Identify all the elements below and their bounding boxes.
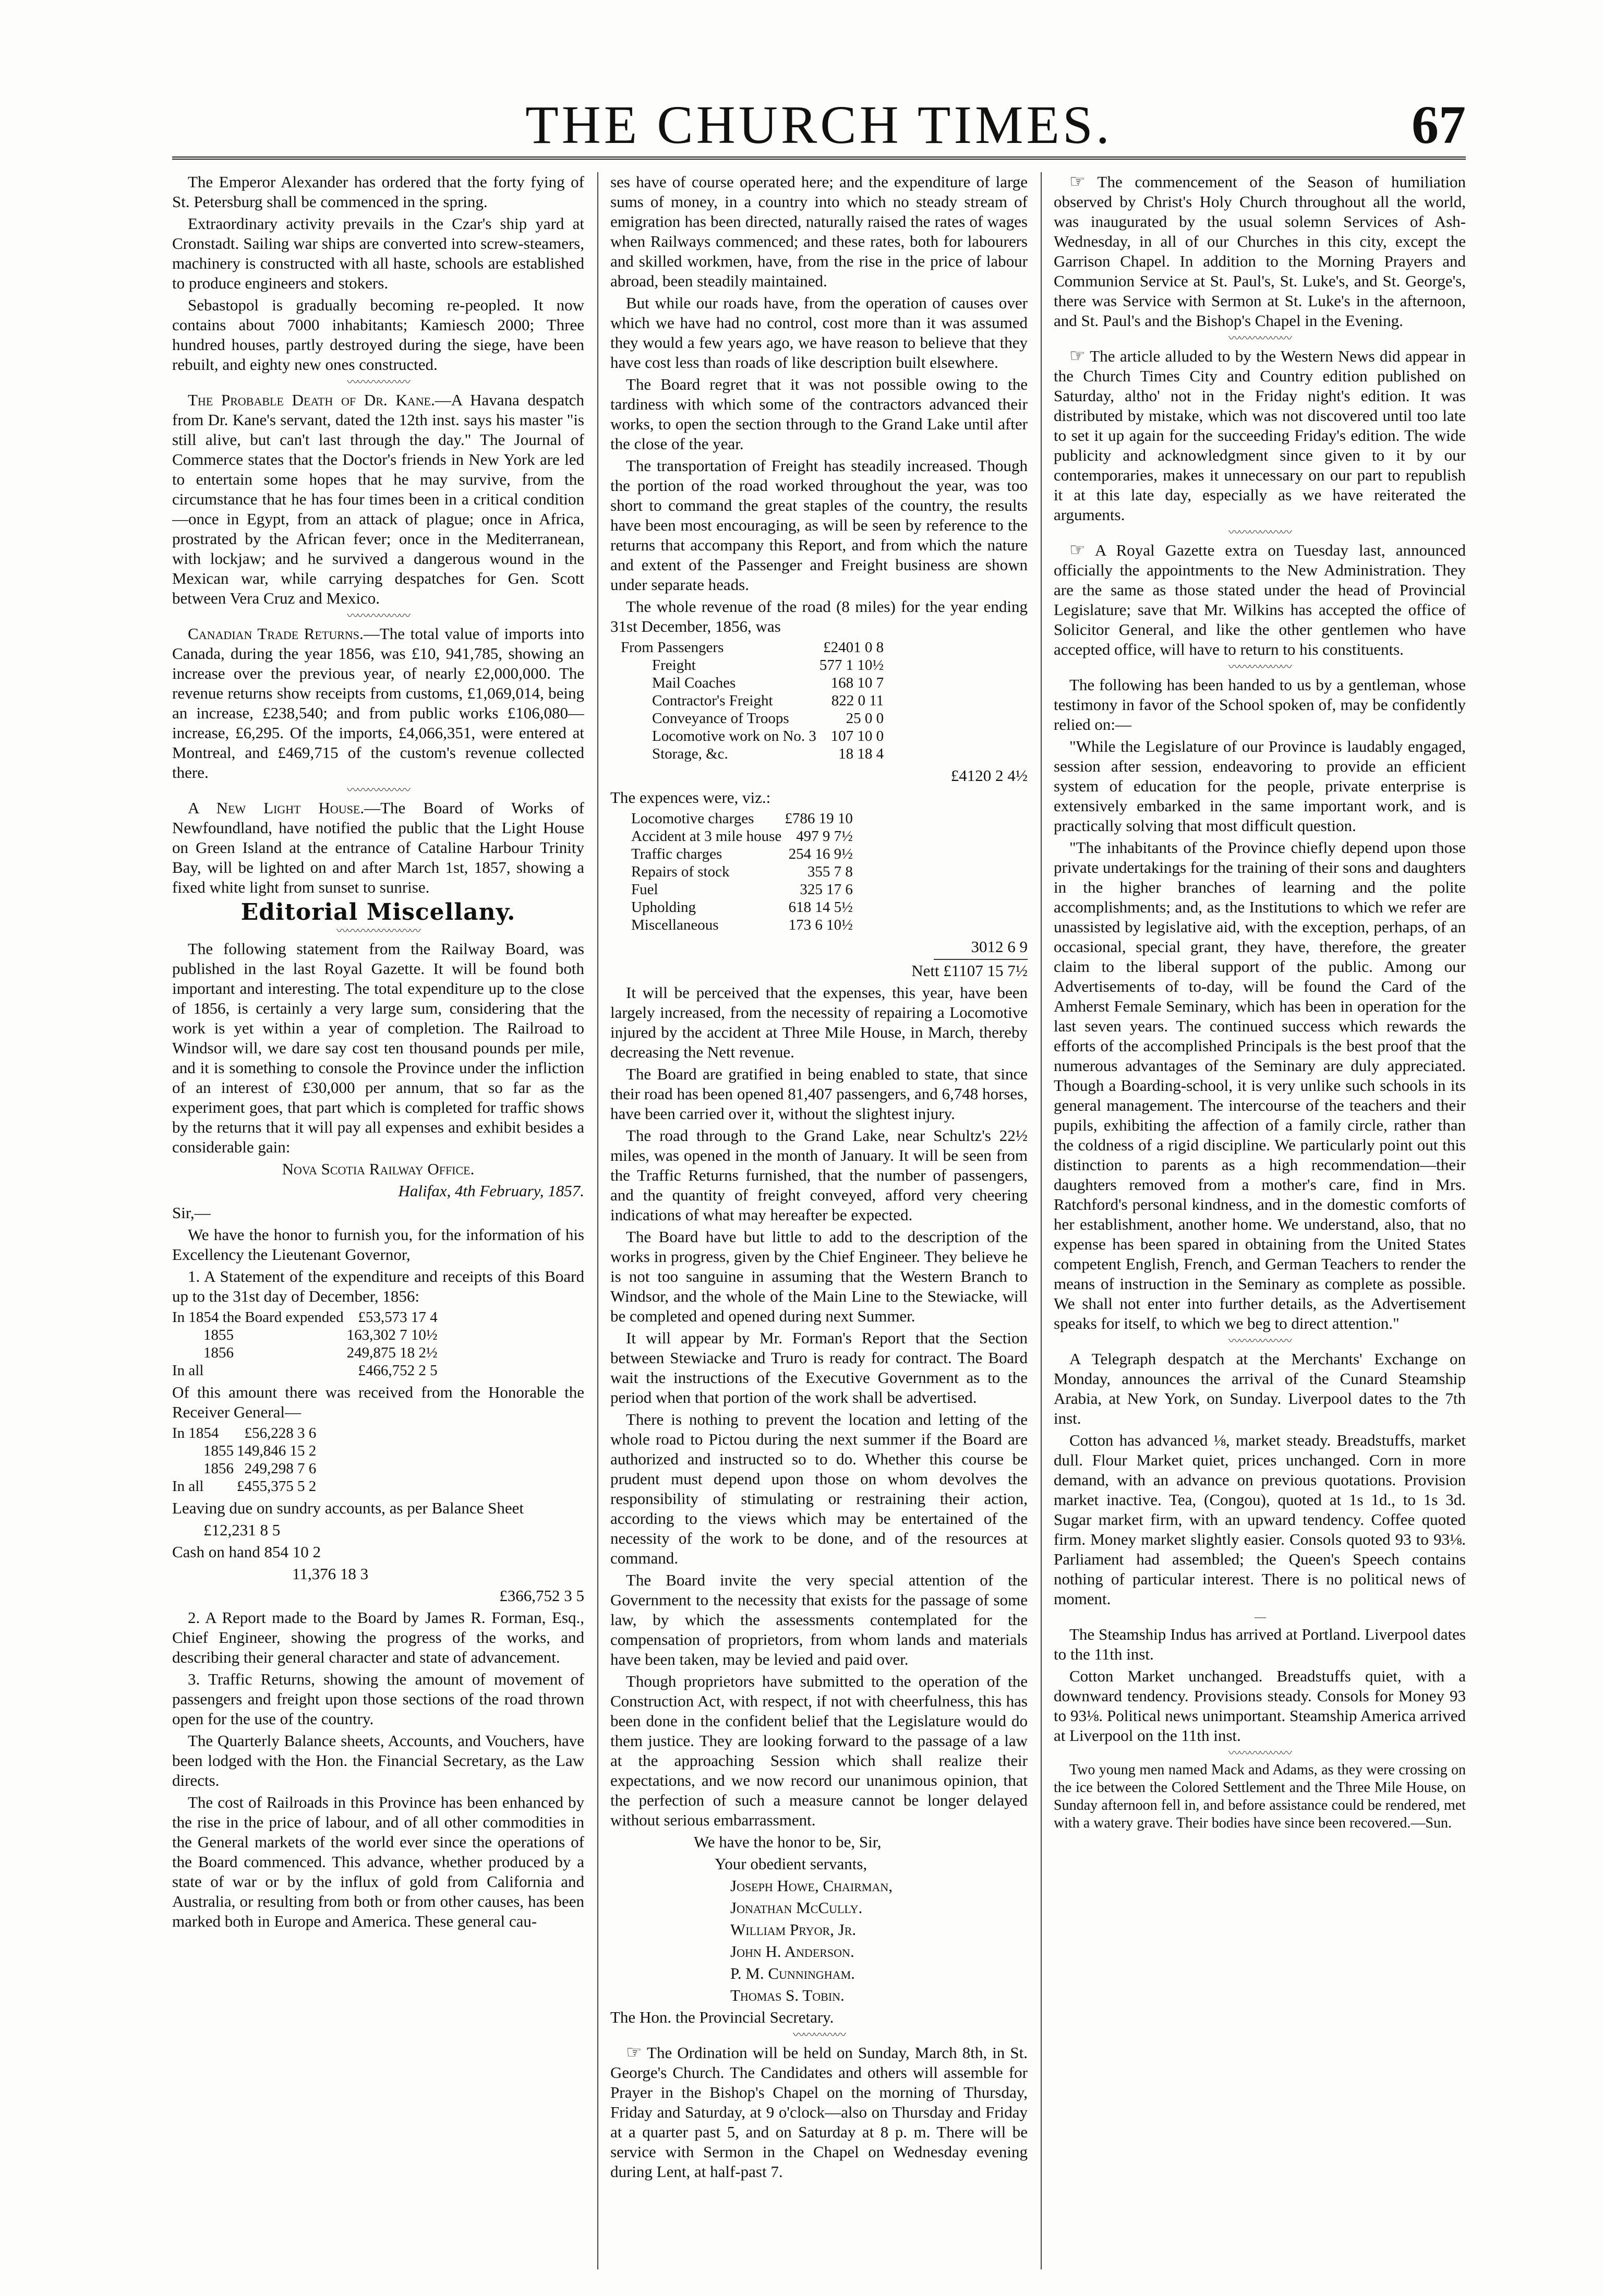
paragraph: It will appear by Mr. Forman's Report that the Section between Stewiacke and Truro is ready for contract. The Board wait the instructions of the Executive Government as to the period when that portion of the work shall be advertised. xyxy=(610,1329,1028,1407)
cash-total: 11,376 18 3 xyxy=(292,1565,369,1583)
row-amount: 249,875 18 2½ xyxy=(346,1344,438,1361)
row-label: Locomotive work on No. 3 xyxy=(652,728,816,744)
row-label: Locomotive charges xyxy=(631,810,754,827)
paragraph: The Emperor Alexander has ordered that the forty fying of St. Petersburg shall be commenced in the spring. xyxy=(172,173,584,211)
row-label: Miscellaneous xyxy=(631,917,719,933)
row-amount: £466,752 2 5 xyxy=(358,1362,438,1379)
row-amount: 149,846 15 2 xyxy=(237,1442,317,1459)
signatory: John H. Anderson. xyxy=(730,1942,854,1961)
row-label: In all xyxy=(172,1478,204,1495)
pointing-hand-icon: ☞ xyxy=(1069,540,1086,560)
row-amount: 18 18 4 xyxy=(838,746,884,762)
notice xyxy=(1054,540,1466,659)
paragraph: Of this amount there was received from the Honorable the Receiver General— xyxy=(172,1383,584,1421)
paragraph: ses have of course operated here; and the expenditure of large sums of money, in a country into which no steady stream of emigration has been directed, naturally raised the rates of wages when Railways commenced; and these rates, both for labourers and skilled workmen, have, from the rise in the price of labour abroad, been steadily maintained. xyxy=(610,173,1028,290)
table-row xyxy=(631,881,856,898)
divider-ornament: 〰〰〰〰〰〰 xyxy=(1228,526,1291,539)
row-label: 1856 xyxy=(203,1460,234,1477)
news-item xyxy=(172,798,584,897)
grand-total: £366,752 3 5 xyxy=(499,1586,584,1605)
paragraph: The Board invite the very special attention of the Government to the necessity that exists for the passage of some law, by which the assessments contemplated for the compensation of proprietors, from whom lands and materials have been taken, may be levied and paid over. xyxy=(610,1571,1028,1668)
row-label: In 1854 the Board expended xyxy=(172,1309,344,1326)
revenue-table xyxy=(621,639,887,763)
table-row xyxy=(631,863,856,881)
row-label: Repairs of stock xyxy=(631,863,730,880)
nett-total: Nett £1107 15 7½ xyxy=(911,961,1028,980)
row-amount: 254 16 9½ xyxy=(788,846,853,862)
table-row xyxy=(621,639,887,656)
column-divider xyxy=(597,172,598,2269)
divider-ornament: 〰〰〰〰〰 xyxy=(792,2028,845,2041)
item-heading: The Probable Death of Dr. Kane. xyxy=(188,391,435,409)
paragraph: Cotton has advanced ⅛, market steady. Breadstuffs, market dull. Flour Market quiet, prices unchanged. Corn in more demand, with an advance on previous quotations. Provision market inactive. Tea, (Congou), quoted at 1s 1d., to 1s 3d. Sugar market firm, with an upward tendency. Coffee quoted firm. Money market slightly easier. Consols quoted 93 to 93⅛. Parliament had assembled; the Queen's Speech contains nothing of particular interest. There is no political news of moment. xyxy=(1054,1431,1466,1608)
row-label: 1856 xyxy=(203,1344,234,1361)
letter-dateline: Halifax, 4th February, 1857. xyxy=(398,1182,584,1200)
row-label: Traffic charges xyxy=(631,846,722,862)
table-row xyxy=(621,710,887,727)
paragraph: 3. Traffic Returns, showing the amount of movement of passengers and freight upon those sections of the road thrown open for the use of the country. xyxy=(172,1670,584,1728)
masthead-rule xyxy=(172,157,1466,160)
divider-ornament: 〰〰〰〰〰〰 xyxy=(346,376,409,389)
cash-line: Cash on hand 854 10 2 xyxy=(172,1543,321,1561)
table-row xyxy=(631,827,856,845)
column-3 xyxy=(1054,172,1466,2269)
newspaper-title: THE CHURCH TIMES. xyxy=(525,95,1113,155)
row-label: From Passengers xyxy=(621,639,724,656)
paragraph: "While the Legislature of our Province is laudably engaged, session after session, endeavoring to provide an efficient system of education for the people, private enterprise is extensively embarked in the same important work, and is practically solving that most difficult question. xyxy=(1054,737,1466,835)
row-label: Accident at 3 mile house xyxy=(631,828,782,845)
expenses-table xyxy=(631,810,856,934)
paragraph: The following has been handed to us by a gentleman, whose testimony in favor of the School spoken of, may be confidently relied on:— xyxy=(1054,676,1466,734)
row-label: Freight xyxy=(652,657,696,674)
letter-closing: We have the honor to be, Sir, xyxy=(694,1833,882,1851)
item-body: —The Board of Works of Newfoundland, have notified the public that the Light House on Green Island at the entrance of Cataline Harbour Trinity Bay, will be lighted on and after March 1st, 1857, showing a fixed white light from sunset to sunrise. xyxy=(172,799,584,896)
paragraph: 2. A Report made to the Board by James R. Forman, Esq., Chief Engineer, showing the progress of the works, and describing their general character and state of advancement. xyxy=(172,1608,584,1666)
pointing-hand-icon: ☞ xyxy=(1069,346,1086,366)
row-label: 1855 xyxy=(203,1442,234,1459)
salutation: Sir,— xyxy=(172,1204,211,1222)
row-amount: 168 10 7 xyxy=(830,675,884,691)
item-body: —A Havana despatch from Dr. Kane's servant, dated the 12th inst. says his master "is still alive, but can't last through the day." The Journal of Commerce states that the Doctor's friends in New York are led to entertain some hopes that he may survive, from the circumstance that he has four times been in a critical condition—once in Egypt, from an attack of plague; once in Africa, prostrated by the African fever; once in the Mediterranean, with lockjaw; and he survived a dangerous wound in the Mexican war, while carrying despatches for Gen. Scott between Vera Cruz and Mexico. xyxy=(172,391,584,607)
paragraph: The Quarterly Balance sheets, Accounts, and Vouchers, have been lodged with the Hon. the Financial Secretary, as the Law directs. xyxy=(172,1732,584,1789)
row-amount: 25 0 0 xyxy=(846,710,884,727)
news-item xyxy=(172,390,584,608)
table-row xyxy=(621,656,887,674)
paragraph: "The inhabitants of the Province chiefly depend upon those private undertakings for the training of their sons and daughters in the higher branches of learning and the polite accomplishments; and, as the Institutions to which we refer are unassisted by legislative aid, with the exception, perhaps, of an occasional, special grant, they have, therefore, the greater claim to the liberal support of the public. Among our Advertisements of to-day, will be found the Card of the Amherst Female Seminary, which has been in operation for the last seven years. The continued success which rewards the efforts of the accomplished Principals is the best proof that the numerous advantages of the Seminary are duly appreciated. Though a Boarding-school, it is very unlike such schools in its general management. The intercourse of the teachers and their pupils, exhibiting the affection of a family circle, rather than the coldness of a rigid discipline. We particularly point out this distinction to parents as a high recommendation—their daughters removed from a mother's care, find in Mrs. Ratchford's personal kindness, and in the domestic comforts of her establishment, another home. We understand, also, that no expense has been spared in obtaining from the United States competent English, French, and German Teachers to render the means of instruction in the Seminary as complete as possible. We shall not enter into further details, as the Advertisement speaks for itself, to which we beg to direct attention." xyxy=(1054,838,1466,1332)
signatory: Joseph Howe, Chairman, xyxy=(730,1877,893,1895)
row-amount: 355 7 8 xyxy=(807,863,853,880)
paragraph: Cotton Market unchanged. Breadstuffs quiet, with a downward tendency. Provisions steady. Consols for Money 93 to 93⅛. Political news unimportant. Steamship America arrived at Liverpool on the 11th inst. xyxy=(1054,1667,1466,1745)
notice-text: The article alluded to by the Western News did appear in the Church Times City and Country edition published on Saturday, altho' not in the Friday night's edition. It was distributed by mistake, which was not discovered until too late to set it up again for the succeeding Friday's edition. The wide publicity and acknowledgment since given to it by our contemporaries, makes it unnecessary on our part to republish it at this late day, especially as we have reiterated the arguments. xyxy=(1054,347,1466,524)
paragraph: The road through to the Grand Lake, near Schultz's 22½ miles, was opened in the month of January. It will be seen from the Traffic Returns furnished, that the number of passengers, and the quantity of freight conveyed, afford very cheering indications of what may hereafter be expected. xyxy=(610,1126,1028,1224)
row-label: Contractor's Freight xyxy=(652,692,773,709)
row-amount: £2401 0 8 xyxy=(823,639,884,656)
paragraph: The Board regret that it was not possible owing to the tardiness with which some of the contractors advanced their works, to open the section through to the Grand Lake until after the close of the year. xyxy=(610,375,1028,453)
divider-ornament: 〰〰〰〰〰〰 xyxy=(1228,660,1291,674)
table-row xyxy=(172,1460,319,1477)
item-body: —The total value of imports into Canada, during the year 1856, was £10, 941,785, showing an increase over the previous year, of nearly £2,000,000. The revenue returns show receipts from customs, £1,069,014, being an increase, £238,540; and from public works £106,080—increase, £6,295. Of the imports, £4,066,351, were entered at Montreal, and £469,715 of the custom's revenue collected there. xyxy=(172,624,584,782)
notice-text: The Ordination will be held on Sunday, March 8th, in St. George's Church. The Candidates and others will assemble for Prayer in the Bishop's Chapel on the morning of Thursday, Friday and Saturday, at 9 o'clock—also on Thursday and Friday at a quarter past 5, and on Saturday at 8 p. m. There will be service with Sermon in the Chapel on Wednesday evening during Lent, at half-past 7. xyxy=(610,2043,1028,2181)
column-divider xyxy=(1041,172,1042,2269)
row-label: Mail Coaches xyxy=(652,675,736,691)
paragraph: The Board have but little to add to the description of the works in progress, given by the Chief Engineer. They believe he is not too sanguine in assuming that the Western Branch to Windsor, and the whole of the Main Line to the Stewiacke, will be completed and opened during next Summer. xyxy=(610,1228,1028,1325)
divider-ornament: 〰〰〰〰〰〰 xyxy=(346,784,409,797)
news-item xyxy=(172,624,584,783)
paragraph: Sebastopol is gradually becoming re-peopled. It now contains about 7000 inhabitants; Kamiesch 2000; Three hundred houses, partly destroyed during the siege, have been rebuilt, and eighty new ones constructed. xyxy=(172,296,584,374)
row-amount: £455,375 5 2 xyxy=(237,1478,317,1495)
table-row xyxy=(621,727,887,745)
balance-amount: £12,231 8 5 xyxy=(203,1521,281,1539)
row-amount: £56,228 3 6 xyxy=(244,1425,317,1441)
column-1 xyxy=(172,172,584,2269)
row-amount: 618 14 5½ xyxy=(788,899,853,916)
table-row xyxy=(172,1308,441,1326)
divider-ornament: 〰〰〰〰〰〰 xyxy=(346,609,409,622)
page-number: 67 xyxy=(1412,95,1466,155)
paragraph: The following statement from the Railway Board, was published in the last Royal Gazette. It will be found both important and interesting. The total expenditure up to the close of 1856, is certainly a very large sum, considering that the work is yet within a year of completion. The Railroad to Windsor will, we dare say cost ten thousand pounds per mile, and it is something to console the Province under the infliction of an interest of £30,000 per annum, that so far as the experiment goes, that part which is completed for traffic shows by the returns that it will pay all expenses and exhibit besides a considerable gain: xyxy=(172,940,584,1156)
table-total-row xyxy=(172,1362,441,1379)
paragraph: The Steamship Indus has arrived at Portland. Liverpool dates to the 11th inst. xyxy=(1054,1625,1466,1663)
table-row xyxy=(172,1424,319,1442)
signatory: Jonathan McCully. xyxy=(730,1898,863,1917)
paragraph: Two young men named Mack and Adams, as they were crossing on the ice between the Colored Settlement and the Three Mile House, on Sunday afternoon fell in, and before assistance could be rendered, met with a watery grave. Their bodies have since been recovered.—Sun. xyxy=(1054,1762,1466,1831)
row-label: In all xyxy=(172,1362,204,1379)
table-row xyxy=(631,898,856,916)
table-row xyxy=(621,692,887,710)
row-amount: 822 0 11 xyxy=(831,692,884,709)
addressee: The Hon. the Provincial Secretary. xyxy=(610,2008,834,2026)
paragraph: The transportation of Freight has steadily increased. Though the portion of the road worked throughout the year, was too short to command the great staples of the country, the results have been most encouraging, as will be seen by reference to the returns that accompany this Report, and from which the nature and extent of the Passenger and Freight business are shown under separate heads. xyxy=(610,456,1028,594)
section-title: Editorial Miscellany. xyxy=(240,899,516,925)
row-amount: 173 6 10½ xyxy=(788,917,853,933)
paragraph: 1. A Statement of the expenditure and receipts of this Board up to the 31st day of December, 1856: xyxy=(172,1267,584,1305)
table-row xyxy=(621,674,887,692)
table-row xyxy=(172,1344,441,1362)
table-row xyxy=(631,916,856,934)
paragraph: It will be perceived that the expenses, this year, have been largely increased, from the necessity of repairing a Locomotive injured by the accident at Three Mile House, in March, thereby decreasing the Nett revenue. xyxy=(610,983,1028,1061)
row-amount: 325 17 6 xyxy=(800,881,853,898)
expenses-total: 3012 6 9 xyxy=(971,937,1028,956)
notice xyxy=(1054,346,1466,525)
paragraph: Though proprietors have submitted to the operation of the Construction Act, with respect, if not with cheerfulness, this has been done in the confident belief that the Legislature would do them justice. They are looking forward to the passage of a law at the approaching Session which shall realize their expectations, and we now record our unanimous opinion, that the perfection of such a measure cannot be longer delayed without serious embarrassment. xyxy=(610,1672,1028,1829)
total-rule xyxy=(934,959,1028,960)
letter-office: Nova Scotia Railway Office. xyxy=(282,1160,475,1178)
pointing-hand-icon: ☞ xyxy=(626,2043,642,2062)
paragraph: But while our roads have, from the operation of causes over which we have had no control, cost more than it was assumed they would a few years ago, we have reason to believe that they have cost less than roads of like description built elsewhere. xyxy=(610,294,1028,371)
signatory: Thomas S. Tobin. xyxy=(730,1986,845,2004)
letter-closing: Your obedient servants, xyxy=(715,1855,867,1873)
row-amount: £786 19 10 xyxy=(785,810,853,827)
expenditure-table xyxy=(172,1308,441,1379)
notice-text: The commencement of the Season of humiliation observed by Christ's Holy Church throughout all the world, was inaugurated by the usual solemn Services of Ash-Wednesday, in all of our Churches in this city, except the Garrison Chapel. In addition to the Morning Prayers and Communion Service at St. Paul's, St. Luke's, and St. George's, there was Service with Sermon at St. Luke's in the afternoon, and St. Paul's and the Bishop's Chapel in the Evening. xyxy=(1054,173,1466,330)
divider-ornament: 〰〰〰〰〰〰 xyxy=(1228,1335,1291,1348)
notice-text: A Royal Gazette extra on Tuesday last, announced officially the appointments to the New Administration. They are the same as those stated under the head of Provincial Legislature; save that Mr. Wilkins has accepted the office of Solicitor General, and like the other gentlemen who have accepted office, will have to return to his constituents. xyxy=(1054,541,1466,658)
divider-ornament: — xyxy=(1255,1610,1265,1623)
item-heading: Canadian Trade Returns. xyxy=(188,624,364,643)
receipts-table xyxy=(172,1424,319,1495)
signatory: P. M. Cunningham. xyxy=(730,1964,855,1982)
row-amount: 249,298 7 6 xyxy=(244,1460,317,1477)
row-amount: 163,302 7 10½ xyxy=(346,1327,438,1343)
table-row xyxy=(631,810,856,827)
paragraph: We have the honor to furnish you, for the information of his Excellency the Lieutenant Governor, xyxy=(172,1225,584,1264)
row-amount: £53,573 17 4 xyxy=(358,1309,438,1326)
notice xyxy=(1054,172,1466,331)
paragraph: The expences were, viz.: xyxy=(610,788,771,807)
row-amount: 497 9 7½ xyxy=(796,828,853,845)
row-label: Fuel xyxy=(631,881,658,898)
table-row xyxy=(631,845,856,863)
paragraph: There is nothing to prevent the location and letting of the whole road to Pictou during the next summer if the Board are authorized and instructed so to do. Whether this course be prudent must depend upon those on whom devolves the responsibility of stimulating or restraining their action, according to the views which may be entertained of the necessity of the work to be done, and of the resources at command. xyxy=(610,1410,1028,1567)
notice xyxy=(610,2043,1028,2182)
divider-ornament: 〰〰〰〰〰〰〰〰 xyxy=(336,924,420,937)
paragraph: A Telegraph despatch at the Merchants' Exchange on Monday, announces the arrival of the Cunard Steamship Arabia, at New York, on Sunday. Liverpool dates to the 7th inst. xyxy=(1054,1350,1466,1427)
row-label: In 1854 xyxy=(172,1425,219,1441)
row-amount: 107 10 0 xyxy=(830,728,884,744)
signatory: William Pryor, Jr. xyxy=(730,1920,857,1939)
table-row xyxy=(172,1326,441,1344)
pointing-hand-icon: ☞ xyxy=(1069,172,1086,191)
table-total-row xyxy=(172,1477,319,1495)
paragraph: Leaving due on sundry accounts, as per Balance Sheet xyxy=(172,1499,524,1517)
paragraph: The whole revenue of the road (8 miles) for the year ending 31st December, 1856, was xyxy=(610,597,1028,635)
paragraph: The Board are gratified in being enabled to state, that since their road has been opened 81,407 passengers, and 6,748 horses, have been carried over it, without the slightest injury. xyxy=(610,1065,1028,1123)
row-label: Storage, &c. xyxy=(652,746,728,762)
masthead xyxy=(172,94,1466,162)
table-row xyxy=(172,1442,319,1460)
column-2 xyxy=(610,172,1028,2269)
divider-ornament: 〰〰〰〰〰〰 xyxy=(1228,332,1291,345)
row-label: Upholding xyxy=(631,899,696,916)
paragraph: Extraordinary activity prevails in the Czar's ship yard at Cronstadt. Sailing war ships are converted into screw-steamers, machinery is constructed with all haste, schools are established to produce engineers and stokers. xyxy=(172,214,584,292)
row-amount: 577 1 10½ xyxy=(819,657,884,674)
row-label: 1855 xyxy=(203,1327,234,1343)
item-heading: A New Light House. xyxy=(188,799,365,817)
row-label: Conveyance of Troops xyxy=(652,710,789,727)
paragraph: The cost of Railroads in this Province has been enhanced by the rise in the price of labour, and of all other commodities in the General markets of the world ever since the operations of the Board commenced. This advance, whether produced by a state of war or by the influx of gold from California and Australia, or resulting from both or from other causes, has been marked both in Europe and America. These general cau- xyxy=(172,1793,584,1930)
divider-ornament: 〰〰〰〰〰〰 xyxy=(1228,1747,1291,1760)
table-row xyxy=(621,745,887,763)
revenue-total: £4120 2 4½ xyxy=(950,766,1028,785)
